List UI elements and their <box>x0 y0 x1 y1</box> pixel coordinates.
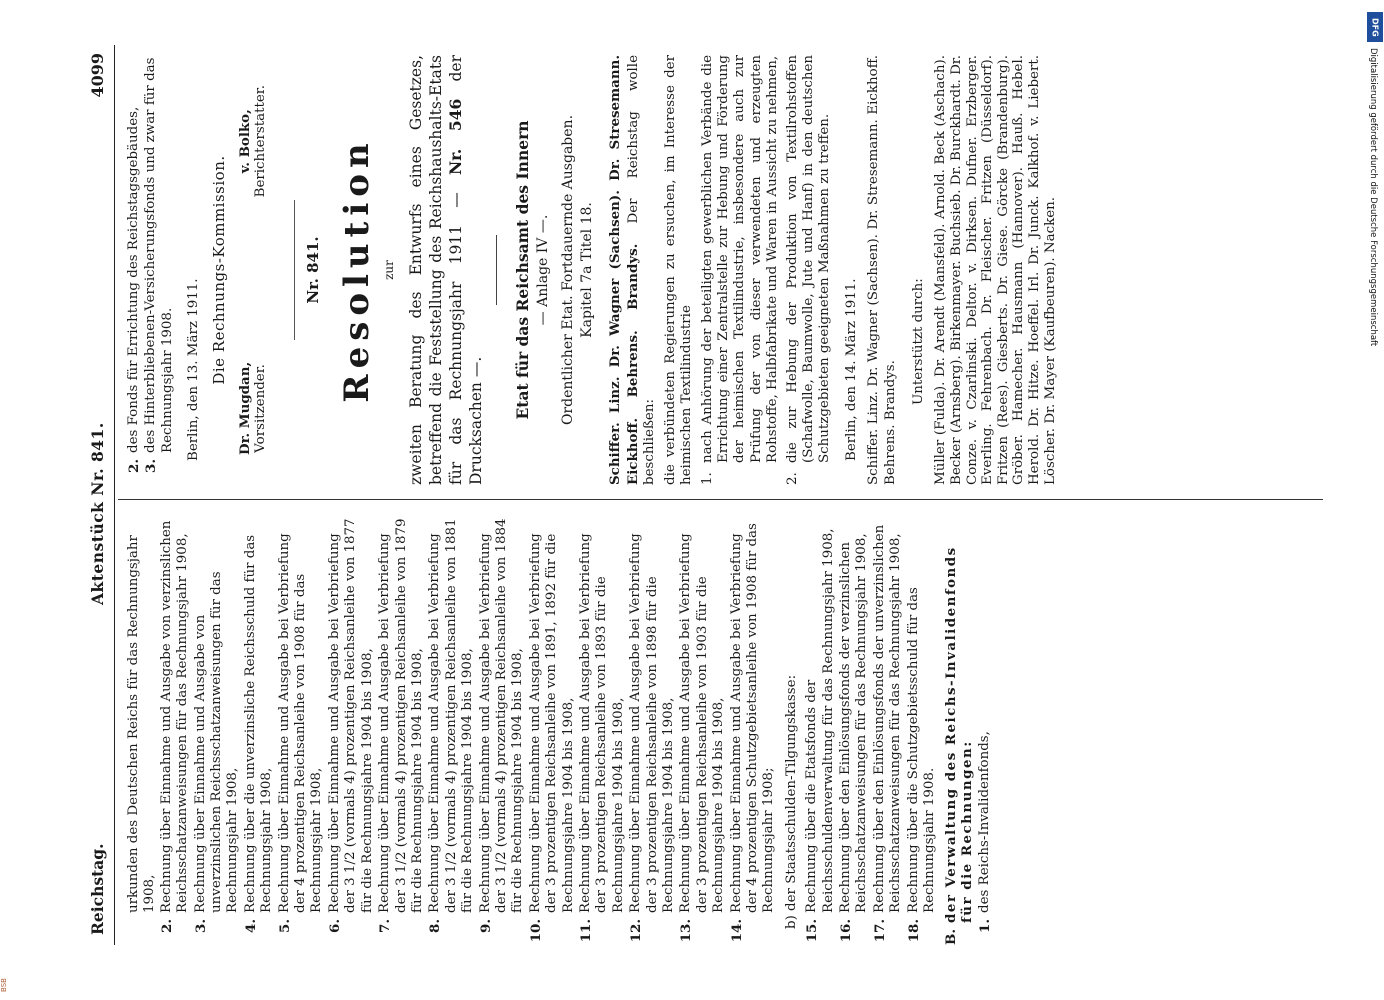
header-rule <box>114 45 115 945</box>
item-text: Rechnung über Einnahme und Ausgabe bei Verbriefung der 4 prozentigen Reichsanleihe von 1908 für das Rechnungsjahr 1908, <box>276 533 325 913</box>
anlage: — Anlage IV —. <box>535 214 552 326</box>
item-text: Rechnung über Einnahme und Ausgabe bei Verbriefung der 4 prozentigen Schutzgebietsanleihe von 1908 für das Rechnungsjahr 1908; <box>728 523 777 913</box>
list-item <box>427 515 476 945</box>
supporters-list: Müller (Fulda). Dr. Arendt (Mansfeld). Arnold. Beck (Aschach). Becker (Arnsberg). Birkenmayer. Buchsieb. Dr. Burckhardt. Dr. Conze. v. Czarlinski. Deltor. v. Dirksen. Dufner. Erzberger. Everling. Fehrenbach. Dr. Fleischer. Fritzen (Düsseldorf). Fritzen (Rees). Giesberts. Dr. Giese. Görcke (Brandenburg). Gröber. Hamecher. Hausmann (Hannover). Hauß. Hebel. Herold. Dr. Hitze. Hoeffel. Irl. Dr. Junck. Kalkhof. v. Liebert. Löscher. Dr. Mayer (Kaufbeuren). Nacken. <box>933 55 1058 485</box>
item-number: 11. <box>577 919 594 943</box>
section-b-number: B. <box>942 929 959 945</box>
item-text: Rechnung über Einnahme und Ausgabe bei Verbriefung der 3 prozentigen Reichsanleihe von 1893 für die Rechnungsjahre 1904 bis 1908, <box>577 533 626 913</box>
subject-text: zweiten Beratung des Entwurfs eines Gesetzes, betreffend die Feststellung des Reichshaushalts-Etats für das Rechnungsjahr 1911 — <box>406 55 465 485</box>
item-number: 9. <box>477 919 494 933</box>
item-number: 17. <box>871 919 888 943</box>
commission-name: Die Rechnungs-Kommission. <box>209 155 228 385</box>
list-item <box>838 515 871 945</box>
item-number: 3. <box>192 919 209 933</box>
item-number: 2. <box>784 472 800 485</box>
item-number: 8. <box>427 919 444 933</box>
item-number: 13. <box>678 919 695 943</box>
list-item <box>977 515 993 945</box>
resolution-subject <box>406 55 486 485</box>
list-item <box>126 55 142 485</box>
subsection-b: b) der Staatsschulden-Tilgungskasse: <box>783 674 799 929</box>
item-number: 1. <box>977 919 994 933</box>
signatures <box>237 55 270 485</box>
list-item <box>327 515 376 945</box>
section-b <box>943 515 976 945</box>
item-number: 12. <box>628 919 645 943</box>
item-number: 14. <box>728 919 745 943</box>
page-number: 4099 <box>88 53 107 98</box>
reporter-name: v. Bolko, <box>237 109 254 174</box>
list-item <box>159 515 192 945</box>
chair-name: Dr. Mugdan, <box>237 361 254 455</box>
movers-names: Schiffer. Linz. Dr. Wagner (Sachsen). Dr. Stresemann. Eickhoff. Behrens. Brandys. <box>607 55 641 485</box>
signature-reporter <box>237 85 270 197</box>
list-item <box>143 55 176 485</box>
intro-continuation: urkunden des Deutschen Reichs für das Rechnungsjahr 1908, <box>126 535 158 913</box>
header-left: Reichstag. <box>88 843 107 935</box>
item-text: Rechnung über Einnahme und Ausgabe bei Verbriefung der 3 1/2 (vormals 4) prozentigen Reichsanleihe von 1879 für die Rechnungsjahre 1904 bis 1908, <box>377 518 425 913</box>
document-number: Nr. 841. <box>303 236 322 304</box>
item-text: des Hinterbliebenen-Versicherungsfonds und zwar für das Rechnungsjahr 1908. <box>143 57 175 453</box>
left-column <box>126 515 995 945</box>
item-number: 6. <box>326 919 343 933</box>
item-text: Rechnung über Einnahme und Ausgabe bei Verbriefung der 3 prozentigen Reichsanleihe von 1898 für die Rechnungsjahre 1904 bis 1908, <box>628 533 676 913</box>
item-text: Rechnung über Einnahme und Ausgabe bei Verbriefung der 3 1/2 (vormals 4) prozentigen Reichsanleihe von 1877 für die Rechnungsjahre 1904 bis 1908, <box>326 518 375 913</box>
divider-small <box>496 235 497 305</box>
list-item <box>193 515 242 945</box>
list-item <box>578 515 627 945</box>
item-text: Rechnung über die Schutzgebietsschuld für das Rechnungsjahr 1908. <box>905 587 938 913</box>
supported-by: Unterstützt durch: <box>910 278 926 405</box>
item-text: des Reichs-Invalidenfonds, <box>977 731 993 913</box>
item-text: die zur Hebung der Produktion von Textilrohstoffen (Schafwolle, Baumwolle, Jute und Hanf) in den deutschen Schutzgebieten geeigneten Maßnahmen zu treffen. <box>784 55 833 463</box>
list-item <box>700 55 782 485</box>
item-number: 2. <box>158 919 175 933</box>
zur-word: zur <box>382 260 397 280</box>
item-number: 1. <box>699 472 715 485</box>
item-text: des Fonds für Errichtung des Reichstagsgebäudes, <box>126 106 141 453</box>
list-item <box>377 515 426 945</box>
item-text: Rechnung über Einnahme und Ausgabe bei Verbriefung der 3 1/2 (vormals 4) prozentigen Reichsanleihe von 1884 für die Rechnungsjahre 1904 bis 1908, <box>477 518 526 913</box>
list-item <box>478 515 527 945</box>
item-number: 4. <box>242 919 259 933</box>
chair-role: Vorsitzender. <box>253 364 269 453</box>
divider <box>294 200 295 340</box>
subject-end: der Drucksachen —. <box>446 55 485 485</box>
dfg-logo: DFG <box>1367 12 1383 42</box>
item-text: Rechnung über die unverzinsliche Reichsschuld für das Rechnungsjahr 1908, <box>242 534 275 913</box>
header-title: Aktenstück Nr. 841. <box>88 422 107 605</box>
etat-heading: Etat für das Reichsamt des Innern <box>512 120 532 420</box>
list-item <box>277 515 326 945</box>
item-text: Rechnung über die Etatsfonds der Reichsschuldenverwaltung für das Rechnungsjahr 1908, <box>804 528 836 913</box>
item-text: Rechnung über Einnahme und Ausgabe bei Verbriefung der 3 prozentigen Reichsanleihe von 1891, 1892 für die Rechnungsjahre 1904 bis 1908, <box>527 533 576 913</box>
list-item <box>528 515 577 945</box>
list-item <box>243 515 276 945</box>
list-item <box>906 515 939 945</box>
item-text: Rechnung über Einnahme und Ausgabe bei Verbriefung der 3 prozentigen Reichsanleihe von 1903 für die Rechnungsjahre 1904 bis 1908, <box>678 533 727 913</box>
column-separator <box>118 499 1323 500</box>
signers: Schiffer. Linz. Dr. Wagner (Sachsen). Dr. Stresemann. Eickhoff. Behrens. Brandys. <box>866 55 898 485</box>
dfg-credit-text: Digitalisierung gefördert durch die Deutsche Forschungsgemeinschaft <box>1368 48 1378 347</box>
drucksache-number: Nr. 546 <box>445 98 465 176</box>
item-number: 18. <box>905 919 922 943</box>
item-text: Rechnung über Einnahme und Ausgabe von verzinslichen Reichsschatzanweisungen für das Rechnungsjahr 1908, <box>158 520 191 913</box>
request-intro: die verbündeten Regierungen zu ersuchen, im Interesse der heimischen Textilindustrie <box>662 55 695 485</box>
item-text: Rechnung über den Einlösungsfonds der verzinslichen Reichsschatzanweisungen für das Rechnungsjahr 1908, <box>838 533 870 913</box>
item-text: Rechnung über Einnahme und Ausgabe bei Verbriefung der 3 1/2 (vormals 4) prozentigen Reichsanleihe von 1881 für die Rechnungsjahre 1904 bis 1908, <box>427 518 476 913</box>
reporter-role: Berichterstatter. <box>253 85 269 198</box>
date-line-1: Berlin, den 13. März 1911. <box>186 278 202 461</box>
page-header <box>88 45 112 945</box>
list-item <box>628 515 677 945</box>
digitization-stamp <box>1366 8 1384 998</box>
list-item <box>804 515 837 945</box>
list-item <box>785 55 834 485</box>
section-b-text: der Verwaltung des Reichs-Invalidenfonds für die Rechnungen: <box>942 546 975 923</box>
item-number: 10. <box>527 919 544 943</box>
item-number: 16. <box>838 919 855 943</box>
ordentlicher-etat: Ordentlicher Etat. Fortdauernde Ausgaben. <box>560 114 577 426</box>
item-number: 7. <box>377 919 394 933</box>
item-number: 5. <box>276 919 293 933</box>
list-item <box>872 515 905 945</box>
right-column <box>126 55 1058 485</box>
resolution-title: Resolution <box>337 137 378 403</box>
signature-chair <box>237 362 270 455</box>
item-text: Rechnung über den Einlösungsfonds der unverzinslichen Reichsschatzanweisungen für das Rechnungsjahr 1908, <box>871 524 904 913</box>
rotated-page <box>88 45 1328 945</box>
item-number: 3. <box>143 459 160 473</box>
movers-intro: Der Reichstag wolle beschließen: <box>625 55 658 485</box>
list-item <box>678 515 727 945</box>
list-item <box>729 515 778 945</box>
bsb-mark: BSB <box>0 978 8 992</box>
item-text: Rechnung über Einnahme und Ausgabe von unverzinslichen Reichsschatzanweisungen für das Rechnungsjahr 1908, <box>192 571 241 913</box>
item-number: 15. <box>804 919 821 943</box>
item-text: nach Anhörung der beteiligten gewerblichen Verbände die Errichtung einer Zentralstelle zur Hebung und Förderung der heimischen Textilindustrie, insbesondere auch zur Prüfung der von dieser verwendeten und erzeugten Rohstoffe, Halbfabrikate und Waren in Aussicht zu nehmen, <box>699 55 781 463</box>
date-line-2: Berlin, den 14. März 1911. <box>843 278 859 461</box>
item-number: 2. <box>126 459 142 473</box>
kapitel: Kapitel 7a Titel 18. <box>579 202 596 338</box>
movers <box>607 55 658 485</box>
